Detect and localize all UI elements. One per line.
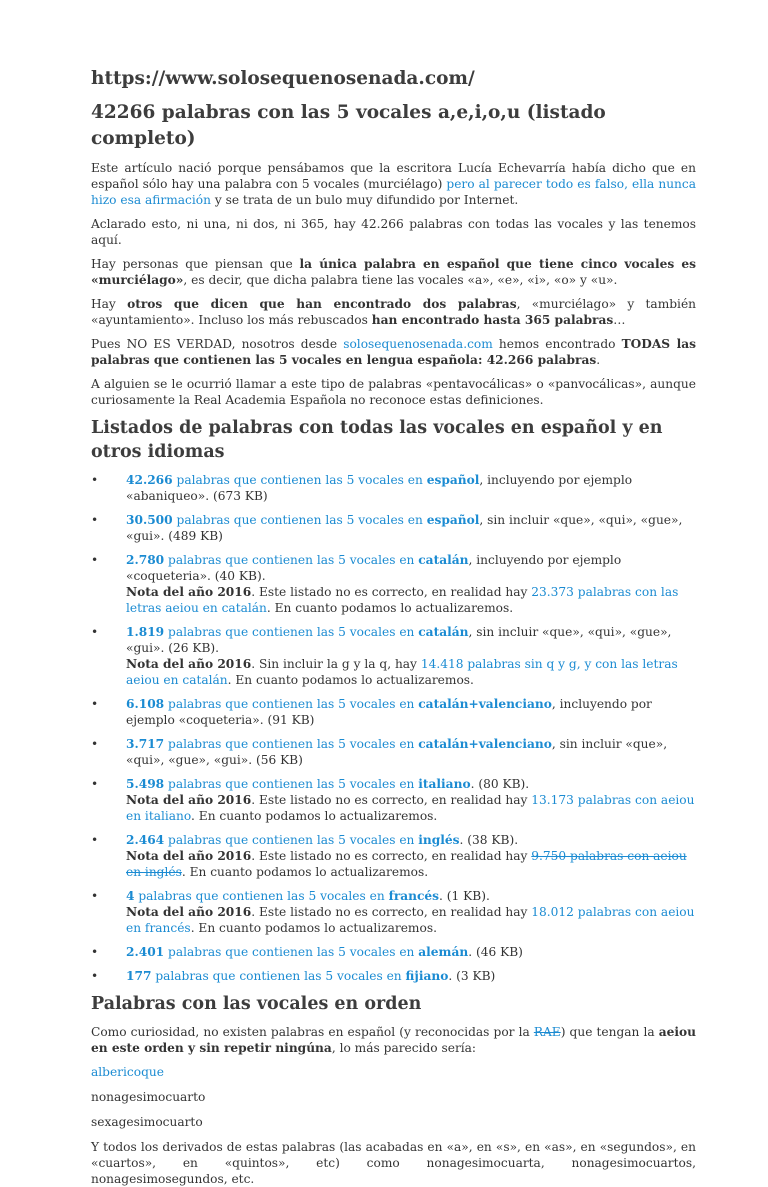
note-text: . Este listado no es correcto, en realidad hay — [251, 905, 532, 919]
list-item — [91, 624, 696, 688]
bold-text: aeiou en este orden y sin repetir ningúna — [91, 1025, 697, 1055]
language: inglés — [418, 833, 460, 847]
bullet-icon: • — [91, 969, 99, 983]
section-title-orden: Palabras con las vocales en orden — [91, 994, 422, 1014]
item-detail: , incluyendo por ejemplo «abaniqueo». (673 KB) — [126, 473, 633, 503]
note-link-struck[interactable]: 9.750 palabras con aeiou en inglés — [126, 849, 687, 879]
intro-paragraph-3 — [91, 256, 696, 288]
item-detail: . (38 KB). — [459, 833, 519, 847]
list-item — [91, 968, 696, 984]
text: , lo más parecido sería: — [331, 1041, 477, 1055]
item-detail: , sin incluir «que», «qui», «gue», «gui». (489 KB) — [126, 513, 683, 543]
link-text: palabras que contienen las 5 vocales en — [164, 553, 419, 567]
language: catalán+valenciano — [418, 697, 552, 711]
word-list-link[interactable] — [126, 889, 439, 903]
language: español — [426, 513, 480, 527]
language: alemán — [418, 945, 469, 959]
count: 30.500 — [126, 513, 173, 527]
note-text: . En cuanto podamos lo actualizaremos. — [266, 601, 514, 615]
list-item — [91, 888, 696, 936]
section-title-listados: Listados de palabras con todas las vocales en español y en otros idiomas — [91, 418, 663, 462]
note-label: Nota del año 2016 — [126, 905, 252, 919]
count: 2.780 — [126, 553, 165, 567]
bold-text: han encontrado hasta 365 palabras — [371, 313, 614, 327]
list-item — [91, 832, 696, 880]
note-text: . En cuanto podamos lo actualizaremos. — [181, 865, 429, 879]
note-text: . En cuanto podamos lo actualizaremos. — [227, 673, 474, 687]
list-item — [91, 696, 696, 728]
word-list-link[interactable] — [126, 833, 460, 847]
bullet-icon: • — [91, 553, 99, 567]
item-detail: , incluyendo por ejemplo «coqueteria». (40 KB). — [126, 553, 622, 583]
site-link[interactable]: solosequenosenada.com — [343, 337, 493, 351]
count: 3.717 — [126, 737, 165, 751]
language: catalán+valenciano — [418, 737, 552, 751]
note-text: . En cuanto podamos lo actualizaremos. — [191, 809, 438, 823]
text: Pues NO ES VERDAD, nosotros desde — [91, 337, 344, 351]
language: francés — [388, 889, 440, 903]
bullet-icon: • — [91, 833, 99, 847]
bullet-icon: • — [91, 473, 99, 487]
count: 5.498 — [126, 777, 165, 791]
note-label: Nota del año 2016 — [126, 793, 252, 807]
text: Este artículo nació porque pensábamos que la escritora Lucía Echevarría había dicho que en español sólo hay una palabra con 5 vocales (murciélago) — [91, 161, 696, 191]
list-item — [91, 736, 696, 768]
text: y se trata de un bulo muy difundido por Internet. — [210, 193, 519, 207]
list-item — [91, 776, 696, 824]
item-detail: . (3 KB) — [448, 969, 496, 983]
link-text: palabras que contienen las 5 vocales en — [164, 833, 419, 847]
note-text: . Este listado no es correcto, en realidad hay — [251, 793, 532, 807]
item-detail: , sin incluir «que», «qui», «gue», «gui». (26 KB). — [126, 625, 672, 655]
word-lists — [91, 472, 696, 984]
bullet-icon: • — [91, 697, 99, 711]
language: catalán — [418, 625, 469, 639]
bullet-icon: • — [91, 625, 99, 639]
language: italiano — [418, 777, 471, 791]
word-item: nonagesimocuarto — [91, 1090, 206, 1104]
word-item — [91, 1064, 696, 1080]
word-list-link[interactable] — [126, 697, 552, 711]
link-text: palabras que contienen las 5 vocales en — [164, 777, 419, 791]
count: 4 — [126, 889, 135, 903]
language: español — [426, 473, 480, 487]
link-text: palabras que contienen las 5 vocales en — [151, 969, 406, 983]
text: hemos encontrado — [492, 337, 622, 351]
word-list-link[interactable] — [126, 473, 479, 487]
link-text: palabras que contienen las 5 vocales en — [164, 625, 419, 639]
count: 177 — [126, 969, 152, 983]
count: 1.819 — [126, 625, 165, 639]
word-list-link[interactable] — [126, 553, 469, 567]
bold-text: otros que dicen que han encontrado dos palabras — [127, 297, 517, 311]
item-detail: . (46 KB) — [468, 945, 523, 959]
count: 2.401 — [126, 945, 165, 959]
link-text: palabras que contienen las 5 vocales en — [164, 945, 419, 959]
intro-paragraph-6: A alguien se le ocurrió llamar a este tipo de palabras «pentavocálicas» o «panvocálicas», aunque curiosamente la Real Academia Española no reconoce estas definiciones. — [91, 377, 696, 407]
note-link[interactable]: 23.373 palabras con las letras aeiou en catalán — [126, 585, 679, 615]
bullet-icon: • — [91, 513, 99, 527]
word-item: sexagesimocuarto — [91, 1115, 203, 1129]
text: , es decir, que dicha palabra tiene las vocales «a», «e», «i», «o» y «u». — [183, 273, 618, 287]
page-title: 42266 palabras con las 5 vocales a,e,i,o,u (listado completo) — [91, 102, 606, 149]
word-list-link[interactable] — [126, 777, 471, 791]
note-link[interactable]: 13.173 palabras con aeiou en italiano — [126, 793, 695, 823]
text: , «murciélago» y también «ayuntamiento». Incluso los más rebuscados — [91, 297, 697, 327]
text: … — [613, 313, 626, 327]
bold-text: TODAS las palabras que contienen las 5 vocales en lengua española: 42.266 palabras — [91, 337, 696, 367]
note-label: Nota del año 2016 — [126, 849, 252, 863]
count: 6.108 — [126, 697, 165, 711]
list-item — [91, 512, 696, 544]
note-label: Nota del año 2016 — [126, 657, 252, 671]
text: Como curiosidad, no existen palabras en español (y reconocidas por la — [91, 1025, 534, 1039]
link-text: palabras que contienen las 5 vocales en — [134, 889, 389, 903]
text: ) que tengan la — [560, 1025, 659, 1039]
intro-paragraph-4 — [91, 296, 696, 328]
bullet-icon: • — [91, 777, 99, 791]
language: fijiano — [405, 969, 449, 983]
rae-link[interactable]: RAE — [533, 1025, 561, 1039]
language: catalán — [418, 553, 469, 567]
text: Hay personas que piensan que — [91, 257, 300, 271]
text: . — [596, 353, 601, 367]
list-item — [91, 472, 696, 504]
link-text: palabras que contienen las 5 vocales en — [172, 473, 427, 487]
word-list-link[interactable] — [126, 945, 468, 959]
site-url: https://www.solosequenosenada.com/ — [91, 68, 475, 89]
bullet-icon: • — [91, 737, 99, 751]
count: 42.266 — [126, 473, 173, 487]
bold-text: la única palabra en español que tiene cinco vocales es «murciélago» — [91, 257, 696, 287]
note-text: . Sin incluir la g y la q, hay — [251, 657, 421, 671]
text: Hay — [91, 297, 128, 311]
note-text: . Este listado no es correcto, en realidad hay — [251, 849, 532, 863]
word-list-link[interactable] — [126, 625, 469, 639]
bullet-icon: • — [91, 945, 99, 959]
hoax-link[interactable]: pero al parecer todo es falso, ella nunca hizo esa afirmación — [91, 177, 696, 207]
link-text: palabras que contienen las 5 vocales en — [172, 513, 427, 527]
count: 2.464 — [126, 833, 165, 847]
item-detail: , incluyendo por ejemplo «coqueteria». (91 KB) — [126, 697, 652, 727]
orden-paragraph-1 — [91, 1024, 696, 1056]
word-list-link[interactable] — [126, 969, 448, 983]
list-item — [91, 552, 696, 616]
item-detail: . (1 KB). — [439, 889, 490, 903]
list-item — [91, 944, 696, 960]
note-text: . Este listado no es correcto, en realidad hay — [251, 585, 532, 599]
intro-paragraph-2: Aclarado esto, ni una, ni dos, ni 365, hay 42.266 palabras con todas las vocales y las tenemos aquí. — [91, 217, 696, 247]
bullet-icon: • — [91, 889, 99, 903]
word-list-link[interactable] — [126, 737, 552, 751]
item-detail: . (80 KB). — [470, 777, 530, 791]
link-text: palabras que contienen las 5 vocales en — [164, 697, 419, 711]
item-detail: , sin incluir «que», «qui», «gue», «gui». (56 KB) — [126, 737, 668, 767]
note-link[interactable]: 18.012 palabras con aeiou en francés — [126, 905, 695, 935]
word-list-link[interactable] — [126, 513, 479, 527]
note-label: Nota del año 2016 — [126, 585, 252, 599]
albericoque-link[interactable]: albericoque — [91, 1065, 164, 1079]
orden-paragraph-2: Y todos los derivados de estas palabras (las acabadas en «a», en «s», en «as», en «segundos», en «cuartos», en «quintos», etc) como nonagesimocuarta, nonagesimocuartos, nonagesimosegundos, etc. — [91, 1140, 696, 1186]
note-text: . En cuanto podamos lo actualizaremos. — [190, 921, 437, 935]
intro-paragraph-1 — [91, 160, 696, 208]
intro-paragraph-5 — [91, 336, 696, 368]
note-link[interactable]: 14.418 palabras sin q y g, y con las letras aeiou en catalán — [126, 657, 678, 687]
link-text: palabras que contienen las 5 vocales en — [164, 737, 419, 751]
